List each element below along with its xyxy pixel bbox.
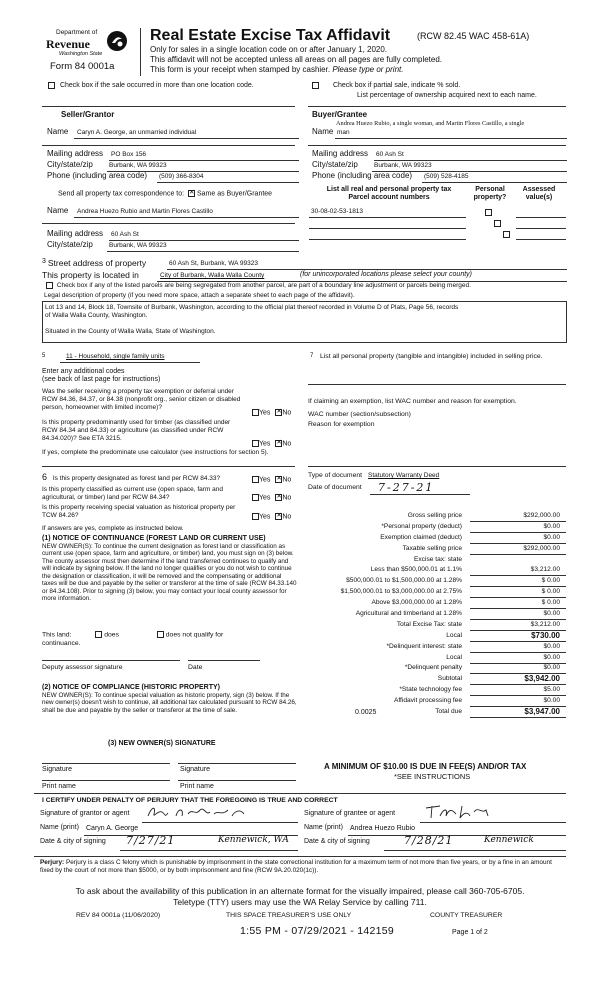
street-row xyxy=(42,258,567,269)
grantor-name-label: Name (print) xyxy=(40,824,79,831)
tax-row-value[interactable]: $292,000.00 xyxy=(523,512,560,519)
parcel-col1-line2: Parcel account numbers xyxy=(348,194,430,202)
tax-row xyxy=(300,576,566,587)
tax-row-label: Local xyxy=(446,653,462,661)
same-as-buyer-checkbox[interactable] xyxy=(188,190,195,197)
grantee-city-field[interactable]: Kennewick xyxy=(484,835,534,845)
correspondence-row xyxy=(58,190,272,199)
cashier-stamp: 1:55 PM - 07/29/2021 - 142159 xyxy=(240,925,395,937)
doc-type-row xyxy=(308,472,566,482)
if-yes-note: If answers are yes, complete as instructed below. xyxy=(42,525,184,532)
tax-row-label: $1,500,000.01 to $3,000,000.00 at 2.75% xyxy=(340,588,462,596)
doc-type-label: Type of document xyxy=(308,472,363,479)
new-owner-print-name-2[interactable]: Print name xyxy=(180,783,214,790)
predominate-use-note: If yes, complete the predominate use calculator (see instructions for section 5). xyxy=(42,449,269,456)
dept-line2: Revenue xyxy=(46,37,90,51)
seller-mailing-row xyxy=(47,149,297,160)
list-percentage-note: List percentage of ownership acquired next to each name. xyxy=(357,92,537,99)
tax-row xyxy=(300,544,566,555)
personal-property-checkbox-1[interactable] xyxy=(485,209,492,216)
see-back-label: (see back of last page for instructions) xyxy=(42,376,161,383)
tax-row-label: Subtotal xyxy=(437,675,462,683)
dor-seal-icon xyxy=(106,30,128,52)
tax-row-value[interactable]: $0.00 xyxy=(543,642,560,650)
grantor-signature-label: Signature of grantor or agent xyxy=(40,810,130,817)
tax-row-value[interactable]: $0.00 xyxy=(543,610,560,618)
q1-no-label: No xyxy=(282,409,292,417)
tax-row-label: Total Excise Tax: state xyxy=(396,620,462,628)
deputy-signature-label[interactable]: Deputy assessor signature xyxy=(42,664,123,671)
tax-row-value[interactable]: $0.00 xyxy=(543,664,560,672)
this-land-row xyxy=(42,631,297,639)
seller-mailing-label: Mailing address xyxy=(47,149,104,158)
tax-table xyxy=(300,511,566,718)
tax-row xyxy=(300,620,566,631)
alt-format-line1: To ask about the availability of this publication in an alternate format for the visually impaired, please call 360-705-6705. xyxy=(75,886,525,896)
tax-row-value[interactable]: $3,942.00 xyxy=(524,674,560,684)
tax-row-label: *State technology fee xyxy=(399,686,462,694)
tax-row xyxy=(300,696,566,707)
seller-city-field[interactable]: Burbank, WA 99323 xyxy=(109,162,167,169)
located-field[interactable]: City of Burbank, Walla Walla County xyxy=(160,272,265,279)
correspondence-city-field[interactable]: Burbank, WA 99323 xyxy=(109,242,167,249)
question-current-use: Is this property classified as current use (open space, farm and agricultural, or timber) land per RCW 84.34? xyxy=(42,486,224,501)
treasurer-only-label: THIS SPACE TREASURER'S USE ONLY xyxy=(226,912,352,919)
tax-row xyxy=(300,663,566,674)
parcel-col3-header xyxy=(512,186,566,203)
tax-row xyxy=(300,631,566,642)
does-not-qualify-checkbox[interactable] xyxy=(157,631,164,638)
see-instructions: *SEE INSTRUCTIONS xyxy=(394,772,471,781)
tax-row-label: *Delinquent penalty xyxy=(404,664,462,672)
page-number: Page 1 of 2 xyxy=(452,929,488,936)
tax-row xyxy=(300,598,566,609)
buyer-mailing-row xyxy=(312,149,568,160)
buyer-name-row xyxy=(312,127,568,138)
grantee-signature-field[interactable] xyxy=(422,802,562,820)
tax-row-value[interactable]: $ 0.00 xyxy=(541,599,560,607)
correspondence-name-field[interactable]: Andrea Huezo Rubio and Martin Flores Castillo xyxy=(77,208,213,215)
segregated-checkbox[interactable] xyxy=(46,282,53,289)
street-label: Street address of property xyxy=(47,258,147,268)
q2-no-checkbox[interactable] xyxy=(275,440,282,447)
tax-row-label: Total due xyxy=(435,708,462,716)
question-timber: Is this property predominantly used for timber (as classified under RCW 84.34 and 84.33) or agriculture (as classified under RCW 84.34.020)? See ETA 3215. xyxy=(42,419,231,442)
tax-row-label: Excise tax: state xyxy=(413,555,462,563)
q4-no-checkbox[interactable] xyxy=(275,476,282,483)
tax-row xyxy=(300,511,566,522)
buyer-mailing-field[interactable]: 60 Ash St xyxy=(376,151,404,158)
buyer-phone-field[interactable]: (509) 528-4185 xyxy=(424,173,469,180)
seller-heading-text: Seller/Grantor xyxy=(61,110,115,119)
partial-sale-row xyxy=(312,82,460,91)
reason-label: Reason for exemption xyxy=(308,421,375,428)
doc-date-row xyxy=(308,481,566,496)
located-row xyxy=(42,270,567,281)
q1-yes-checkbox[interactable] xyxy=(252,409,259,416)
q4-no-label: No xyxy=(282,476,292,484)
perjury-label: Perjury: xyxy=(40,859,65,866)
buyer-heading-text: Buyer/Grantee xyxy=(312,110,368,119)
q5-no-label: No xyxy=(282,494,292,502)
tax-row-label: Taxable selling price xyxy=(402,544,462,552)
tax-row-underline xyxy=(470,717,566,718)
seller-phone-label: Phone (including area code) xyxy=(47,171,148,180)
revision-label: REV 84 0001a (11/06/2020) xyxy=(76,912,161,919)
notice-compliance-title: (2) NOTICE OF COMPLIANCE (HISTORIC PROPERTY) xyxy=(42,684,220,691)
multi-location-checkbox[interactable] xyxy=(48,82,55,89)
located-label: This property is located in xyxy=(42,270,139,280)
perjury-notice xyxy=(40,859,564,874)
grantee-signature-row xyxy=(304,810,566,822)
q5-no-checkbox[interactable] xyxy=(275,494,282,501)
header-line2: This affidavit will not be accepted unless all areas on all pages are fully completed. xyxy=(150,55,443,64)
tax-row-label: $500,000.01 to $1,500,000.00 at 1.28% xyxy=(346,577,462,585)
seller-phone-field[interactable]: (509) 366-8304 xyxy=(159,173,204,180)
doc-date-label: Date of document xyxy=(308,484,362,491)
seller-phone-row xyxy=(47,171,297,182)
parcel-col3-line1: Assessed xyxy=(522,186,556,193)
tax-row-value[interactable]: $0.00 xyxy=(543,522,560,530)
q1-no-checkbox[interactable] xyxy=(275,409,282,416)
parcel-number-1[interactable]: 30-08-02-53-1813 xyxy=(311,208,364,215)
tax-row xyxy=(300,587,566,598)
buyer-name-field-line2[interactable]: man xyxy=(337,129,350,136)
q4-yes-checkbox[interactable] xyxy=(252,476,259,483)
header-line3-text: This form is your receipt when stamped by cashier. xyxy=(150,65,331,74)
tax-row xyxy=(300,609,566,620)
tax-row-label: Above $3,000,000.00 at 1.28% xyxy=(371,599,462,607)
tax-row-value[interactable]: $0.00 xyxy=(543,533,560,541)
parcel-col2-line2: property? xyxy=(473,194,507,202)
correspondence-city-label: City/state/zip xyxy=(47,240,93,249)
street-field[interactable]: 60 Ash St, Burbank, WA 99323 xyxy=(169,260,259,267)
does-label: does xyxy=(104,631,119,639)
correspondence-mailing-row xyxy=(47,229,297,240)
legal-line1: Lot 13 and 14, Block 18, Townsite of Burbank, Washington, according to the official plat thereof recorded in Volume D of Plats, Page 56, records xyxy=(45,304,459,311)
tax-row xyxy=(300,707,566,718)
q6-yes-label: Yes xyxy=(259,513,271,521)
does-qualify-checkbox[interactable] xyxy=(95,631,102,638)
new-owner-signature-1[interactable]: Signature xyxy=(42,766,72,773)
buyer-heading xyxy=(312,110,367,120)
alt-format-line2: Teletype (TTY) users may use the WA Relay Service by calling 711. xyxy=(173,897,427,907)
tax-row-label: Affidavit processing fee xyxy=(393,697,462,705)
new-owner-signature-2[interactable]: Signature xyxy=(180,766,210,773)
located-note: (for unincorporated locations please select your county) xyxy=(300,271,472,278)
tax-row-value[interactable]: $3,212.00 xyxy=(530,566,560,574)
q2-answers xyxy=(252,440,291,449)
notice-compliance-body: NEW OWNER(S): To continue special valuation as historic property, sign (3) below. If the new owner(s) doesn't wish to continue, all additional tax calculated pursuant to RCW 84.26, shall be due and payable by the seller or transferor at the time of sale. xyxy=(42,692,297,714)
tax-row xyxy=(300,565,566,576)
correspondence-mailing-field[interactable]: 60 Ash St xyxy=(111,231,139,238)
q1-answers xyxy=(252,409,291,418)
q4-yes-label: Yes xyxy=(259,476,271,484)
legal-description-label: Legal description of property (if you need more space, attach a separate sheet to each page of the affidavit). xyxy=(44,292,355,299)
same-as-buyer-label: Same as Buyer/Grantee xyxy=(196,190,273,198)
segregated-label: Check box if any of the listed parcels are being segregated from another parcel, are part of a boundary line adjustment or parcels being merged. xyxy=(56,282,471,290)
personal-property-label: List all personal property (tangible and intangible) included in selling price. xyxy=(320,353,543,360)
tax-row-value[interactable]: $ 0.00 xyxy=(541,577,560,585)
grantor-signature-row xyxy=(40,810,298,822)
header-line3 xyxy=(150,65,403,75)
section-7-number: 7 xyxy=(310,353,314,359)
question-exemption: Was the seller receiving a property tax exemption or deferral under RCW 84.36, 84.37, or 84.38 (nonprofit org., senior citizen or disabled person, homeowner with limited income)? xyxy=(42,388,241,411)
use-code-field[interactable]: 11 - Household, single family units xyxy=(66,353,165,360)
doc-type-field[interactable]: Statutory Warranty Deed xyxy=(368,472,440,479)
tax-row-value[interactable]: $3,947.00 xyxy=(524,707,560,717)
buyer-city-row xyxy=(312,160,568,171)
grantor-date-label: Date & city of signing xyxy=(40,838,106,845)
q5-answers xyxy=(252,494,291,503)
grantee-name-field[interactable]: Andrea Huezo Rubio xyxy=(350,825,415,832)
segregated-row xyxy=(46,282,571,290)
question-historic: Is this property receiving special valuation as historical property per TCW 84.26? xyxy=(42,504,236,519)
buyer-city-field[interactable]: Burbank, WA 99323 xyxy=(374,162,432,169)
tax-row xyxy=(300,533,566,544)
q6-yes-checkbox[interactable] xyxy=(252,513,259,520)
tax-row-label: Less than $500,000.01 at 1.1% xyxy=(370,566,462,574)
grantor-signature-scribble-icon xyxy=(144,804,264,820)
grantee-signature-label: Signature of grantee or agent xyxy=(304,810,396,817)
personal-property-checkbox-3[interactable] xyxy=(503,231,510,238)
partial-sale-checkbox[interactable] xyxy=(312,82,319,89)
this-land-label: This land: xyxy=(42,631,72,639)
county-treasurer-label: COUNTY TREASURER xyxy=(430,912,503,919)
seller-city-row xyxy=(47,160,297,171)
header-line1: Only for sales in a single location code on or after January 1, 2020. xyxy=(150,45,388,54)
notice-continuance-title: (1) NOTICE OF CONTINUANCE (FOREST LAND OR CURRENT USE) xyxy=(42,535,266,542)
q1-yes-label: Yes xyxy=(259,409,271,417)
correspondence-city-row xyxy=(47,240,297,251)
parcel-col2-header xyxy=(468,186,512,203)
parcel-col1-header xyxy=(310,186,468,203)
does-not-label: does not qualify for xyxy=(165,631,224,639)
tax-row xyxy=(300,685,566,696)
seller-heading xyxy=(44,110,114,120)
section-5-number: 5 xyxy=(42,353,46,359)
perjury-text: Perjury is a class C felony which is punishable by imprisonment in the state correctional institution for a maximum term of not more than five years, or by a fine in an amount fixed by the court of not more than $5000, or by both imprisonment and fine (RCW 9A.20.020(1c)). xyxy=(40,859,552,874)
legal-line2: of Walla Walla County, Washington. xyxy=(45,311,148,319)
buyer-city-label: City/state/zip xyxy=(312,160,358,169)
tax-row xyxy=(300,555,566,566)
grantor-name-field[interactable]: Caryn A. George xyxy=(86,825,139,832)
partial-sale-label: Check box if partial sale, indicate % sold. xyxy=(332,82,461,90)
q2-no-label: No xyxy=(282,440,292,448)
seller-name-field[interactable]: Caryn A. George, an unmarried individual xyxy=(77,129,197,136)
tax-row-value[interactable]: $0.00 xyxy=(543,697,560,705)
exemption-label: If claiming an exemption, list WAC number and reason for exemption. xyxy=(308,398,517,405)
legal-description-box[interactable] xyxy=(42,301,567,343)
seller-name-row xyxy=(47,127,297,138)
personal-property-checkbox-2[interactable] xyxy=(494,220,501,227)
grantee-name-label: Name (print) xyxy=(304,824,343,831)
buyer-name-field-line1[interactable]: Andrea Huezo Rubio, a single woman, and Martin Flores Castillo, a single xyxy=(336,120,525,127)
use-code-row xyxy=(42,352,292,362)
section-3-number: 3 xyxy=(42,258,46,265)
continuance-label: continuance. xyxy=(42,640,81,647)
correspondence-name-row xyxy=(47,206,297,217)
legal-line3: Situated in the County of Walla Walla, State of Washington. xyxy=(45,327,216,335)
form-number: Form 84 0001a xyxy=(50,61,115,72)
tax-row-value[interactable]: $730.00 xyxy=(531,630,560,640)
minimum-fee-notice: A MINIMUM OF $10.00 IS DUE IN FEE(S) AND/OR TAX xyxy=(324,762,527,771)
tax-row-label: Agricultural and timberland at 1.28% xyxy=(355,610,462,618)
dept-line1: Department of xyxy=(56,29,98,36)
section-6-number: 6 xyxy=(42,472,48,482)
question-forest: Is this property designated as forest land per RCW 84.33? xyxy=(52,475,221,482)
grantor-city-field[interactable]: Kennewick, WA xyxy=(218,835,289,845)
q2-yes-checkbox[interactable] xyxy=(252,440,259,447)
notice-continuance-body: NEW OWNER(S): To continue the current designation as forest land or classification as current use (open space, farm and agriculture, or timber) land, you must sign on (3) below. The county assessor must then determine if the land transferred continues to qualify and will indicate by signing below. If the land no longer qualifies or you do not wish to continue the designation or classification, it will be removed and the compensating or additional taxes will be due and payable by the seller or transferor at the time of sale (RCW 84.33.140 or 84.34.108). Prior to signing (3) below, you may contact your local county assessor for more information. xyxy=(42,543,297,602)
tax-row xyxy=(300,522,566,533)
certify-heading: I CERTIFY UNDER PENALTY OF PERJURY THAT THE FOREGOING IS TRUE AND CORRECT xyxy=(42,797,338,804)
deputy-date-label[interactable]: Date xyxy=(188,664,203,671)
tax-row-value[interactable]: $292,000.00 xyxy=(523,544,560,552)
grantee-date-field[interactable]: 7/28/21 xyxy=(404,834,454,847)
q6-answers xyxy=(252,513,291,522)
buyer-mailing-label: Mailing address xyxy=(312,149,369,158)
grantor-signature-field[interactable] xyxy=(144,804,294,820)
grantee-date-row xyxy=(304,834,566,850)
tax-row-value[interactable]: $0.00 xyxy=(543,653,560,661)
form-title: Real Estate Excise Tax Affidavit xyxy=(150,27,391,44)
parcel-col3-line2: value(s) xyxy=(525,194,553,202)
tax-row xyxy=(300,674,566,685)
correspondence-mailing-label: Mailing address xyxy=(47,229,104,238)
grantor-date-field[interactable]: 7/27/21 xyxy=(126,834,176,847)
tax-row-value[interactable]: $ 0.00 xyxy=(541,588,560,596)
grantee-signature-scribble-icon xyxy=(422,802,502,820)
correspondence-name-label: Name xyxy=(47,206,69,215)
q4-answers xyxy=(252,476,291,485)
buyer-phone-row xyxy=(312,171,568,182)
header-line3-italic: Please type or print. xyxy=(332,65,404,74)
form-rcw: (RCW 82.45 WAC 458-61A) xyxy=(417,31,530,41)
buyer-phone-label: Phone (including area code) xyxy=(312,171,413,180)
tax-row-label: Local xyxy=(446,631,462,639)
wac-label: WAC number (section/subsection) xyxy=(308,411,411,418)
dept-line3: Washington State xyxy=(59,51,103,57)
q2-yes-label: Yes xyxy=(259,440,271,448)
tax-row-label: *Personal property (deduct) xyxy=(381,522,462,530)
q5-yes-checkbox[interactable] xyxy=(252,494,259,501)
grantee-date-label: Date & city of signing xyxy=(304,838,370,845)
new-owner-signature-title: (3) NEW OWNER(S) SIGNATURE xyxy=(108,740,216,747)
tax-row-value[interactable]: $3,212.00 xyxy=(530,620,560,628)
additional-codes-label: Enter any additional codes xyxy=(42,368,125,375)
tax-row-label: *Delinquent interest: state xyxy=(386,642,462,650)
q6-no-checkbox[interactable] xyxy=(275,513,282,520)
correspondence-label: Send all property tax correspondence to: xyxy=(58,190,185,198)
buyer-name-label: Name xyxy=(312,127,334,136)
seller-mailing-field[interactable]: PO Box 156 xyxy=(111,151,147,158)
local-rate: 0.0025 xyxy=(355,709,377,716)
tax-row-value[interactable]: $5.00 xyxy=(543,686,560,694)
doc-date-field[interactable]: 7-27-21 xyxy=(378,481,435,494)
seller-name-label: Name xyxy=(47,127,69,136)
tax-row-label: Exemption claimed (deduct) xyxy=(380,533,462,541)
tax-row-label: Gross selling price xyxy=(407,512,462,519)
multi-location-row xyxy=(48,82,254,91)
tax-row xyxy=(300,642,566,653)
new-owner-print-name-1[interactable]: Print name xyxy=(42,783,76,790)
seller-city-label: City/state/zip xyxy=(47,160,93,169)
tax-row xyxy=(300,653,566,664)
q5-yes-label: Yes xyxy=(259,494,271,502)
dor-logo xyxy=(42,27,132,73)
personal-property-row xyxy=(310,353,565,361)
grantor-date-row xyxy=(40,834,298,850)
parcel-col2-line1: Personal xyxy=(475,186,505,193)
q6-no-label: No xyxy=(282,513,292,521)
parcel-col1-line1: List all real and personal property tax xyxy=(326,186,452,193)
multi-location-label: Check box if the sale occurred in more than one location code. xyxy=(59,82,254,90)
